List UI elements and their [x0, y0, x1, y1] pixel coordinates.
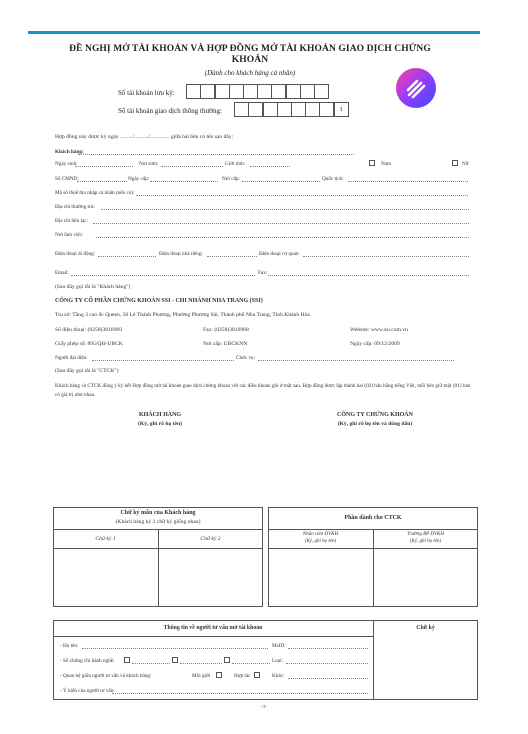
signature-2-label: Chữ ký 2 [200, 536, 221, 542]
header-accent-bar [28, 31, 480, 34]
relation-partner-checkbox[interactable] [254, 672, 260, 678]
nationality-label: Quốc tịch: [322, 176, 344, 182]
fax-label: Fax: [258, 270, 268, 276]
head-note: (Ký, ghi họ tên) [409, 539, 442, 544]
staff-label: Nhân viên DVKH [302, 532, 339, 537]
specimen-title: Chữ ký mẫu của Khách hàng [120, 510, 196, 516]
trading-account-last-digit: 1 [334, 102, 349, 117]
relation-broker-label: Môi giới [192, 673, 211, 679]
depository-account-label: Số tài khoản lưu ký: [118, 89, 175, 97]
issue-date-label: Ngày cấp: [128, 176, 150, 182]
pob-label: Nơi sinh: [139, 161, 159, 167]
depository-account-boxes[interactable] [187, 84, 329, 99]
company-license-date: Ngày cấp: 09/12/2009 [350, 341, 400, 347]
relation-broker-checkbox[interactable] [216, 672, 222, 678]
male-label: Nam [381, 161, 392, 167]
company-name: CÔNG TY CỔ PHẦN CHỨNG KHOÁN SSI - CHI NHÁNH NHA TRANG (SSI) [55, 298, 263, 304]
customer-signature-note: (Ký, ghi rõ họ tên) [138, 421, 182, 427]
company-fax: Fax: (0258)3816968 [203, 327, 249, 333]
tax-code-label: Mã số thuế thu nhập cá nhân (nếu có): [55, 190, 135, 196]
representative-label: Người đại diện: [55, 355, 88, 361]
agreement-text: Khách hàng và CTCK đồng ý ký kết Hợp đồng mở tài khoản giao dịch chứng khoán với các điều khoản ghi ở mặt sau. Hợp đồng được lập thành hai (02) bản bằng tiếng Việt, mỗi bên giữ một (01) bản có giá trị như nhau. [55, 383, 471, 398]
permanent-address-label: Địa chỉ thường trú: [55, 204, 95, 210]
advisor-title: Thông tin về người tư vấn mở tài khoản [163, 625, 263, 631]
office-phone-label: Điện thoại cơ quan: [259, 251, 300, 257]
advisor-msid-label: MsID: [272, 643, 286, 649]
position-label: Chức vụ: [236, 355, 256, 361]
cert-box-1[interactable] [124, 657, 130, 663]
head-label: Trưởng BP DVKH [407, 532, 444, 537]
dob-label: Ngày sinh: [55, 161, 78, 167]
staff-note: (Ký, ghi họ tên) [304, 539, 337, 544]
customer-heading: Khách hàng: [55, 149, 84, 155]
advisor-signature-label: Chữ ký [416, 625, 435, 631]
female-checkbox[interactable] [452, 160, 458, 166]
ctck-box-title: Phần dành cho CTCK [344, 515, 402, 521]
company-alias: (Sau đây gọi tắt là "CTCK") [55, 368, 119, 374]
cert-box-2[interactable] [172, 657, 178, 663]
app-logo-icon [396, 68, 436, 108]
cert-box-3[interactable] [224, 657, 230, 663]
mobile-label: Điện thoại di động: [55, 251, 96, 257]
specimen-note: (Khách hàng ký 2 chữ ký giống nhau) [115, 519, 201, 525]
trading-account-label: Số tài khoản giao dịch thông thường: [118, 107, 222, 115]
company-license-issuer: Nơi cấp: UBCKNN [203, 341, 248, 347]
advisor-cert-label: - Số chứng chỉ hành nghề: [60, 658, 115, 664]
document-subtitle: (Dành cho khách hàng cá nhân) [204, 69, 296, 77]
company-address: Trụ sở: Tầng 3 cao ốc Queen, 50 Lê Thánh Phương, Phường Phương Sài, Thành phố Nha Trang, Tỉnh Khánh Hòa [55, 312, 310, 318]
id-number-label: Số CMND: [55, 176, 79, 182]
issue-place-label: Nơi cấp: [222, 176, 240, 182]
relation-partner-label: Hợp tác [234, 673, 251, 679]
page-number: -1- [260, 704, 268, 710]
company-license: Giấy phép số: 895/QĐ-UBCK [55, 341, 123, 347]
signature-1-label: Chữ ký 1 [95, 536, 116, 542]
gender-label: Giới tính: [225, 161, 246, 167]
company-signature-note: (Ký, ghi rõ họ tên và đóng dấu) [337, 421, 413, 427]
male-checkbox[interactable] [369, 160, 375, 166]
advisor-reason-label: - Ý kiến của người tư vấn: [60, 688, 115, 694]
contract-intro: Hợp đồng này được ký ngày ........./........../.............. giữa hai bên có tên sau đây: [55, 134, 234, 140]
email-label: Email: [55, 270, 69, 276]
home-phone-label: Điện thoại nhà riêng: [159, 251, 203, 257]
company-website: Website: www.ssi.com.vn [350, 327, 408, 333]
trading-account-boxes[interactable] [235, 102, 349, 117]
advisor-box [53, 620, 478, 700]
contact-address-label: Địa chỉ liên lạc: [55, 218, 88, 224]
workplace-label: Nơi làm việc: [55, 232, 84, 238]
advisor-name-label: - Họ tên: [60, 643, 79, 649]
company-signature-heading: CÔNG TY CHỨNG KHOÁN [337, 412, 413, 418]
company-phone: Số điện thoại: (0258)3816969 [55, 327, 122, 333]
advisor-relation-label: - Quan hệ giữa người tư vấn và khách hàng: [60, 673, 152, 679]
customer-signature-heading: KHÁCH HÀNG [138, 412, 182, 418]
advisor-type-label: Loại: [272, 658, 283, 664]
female-label: Nữ [462, 161, 469, 167]
customer-alias: (Sau đây gọi tắt là "Khách hàng") [55, 284, 131, 290]
document-title: ĐỀ NGHỊ MỞ TÀI KHOẢN VÀ HỢP ĐỒNG MỞ TÀI KHOẢN GIAO DỊCH CHỨNG KHOÁN [69, 44, 431, 65]
relation-other-label: Khác: [272, 673, 285, 679]
